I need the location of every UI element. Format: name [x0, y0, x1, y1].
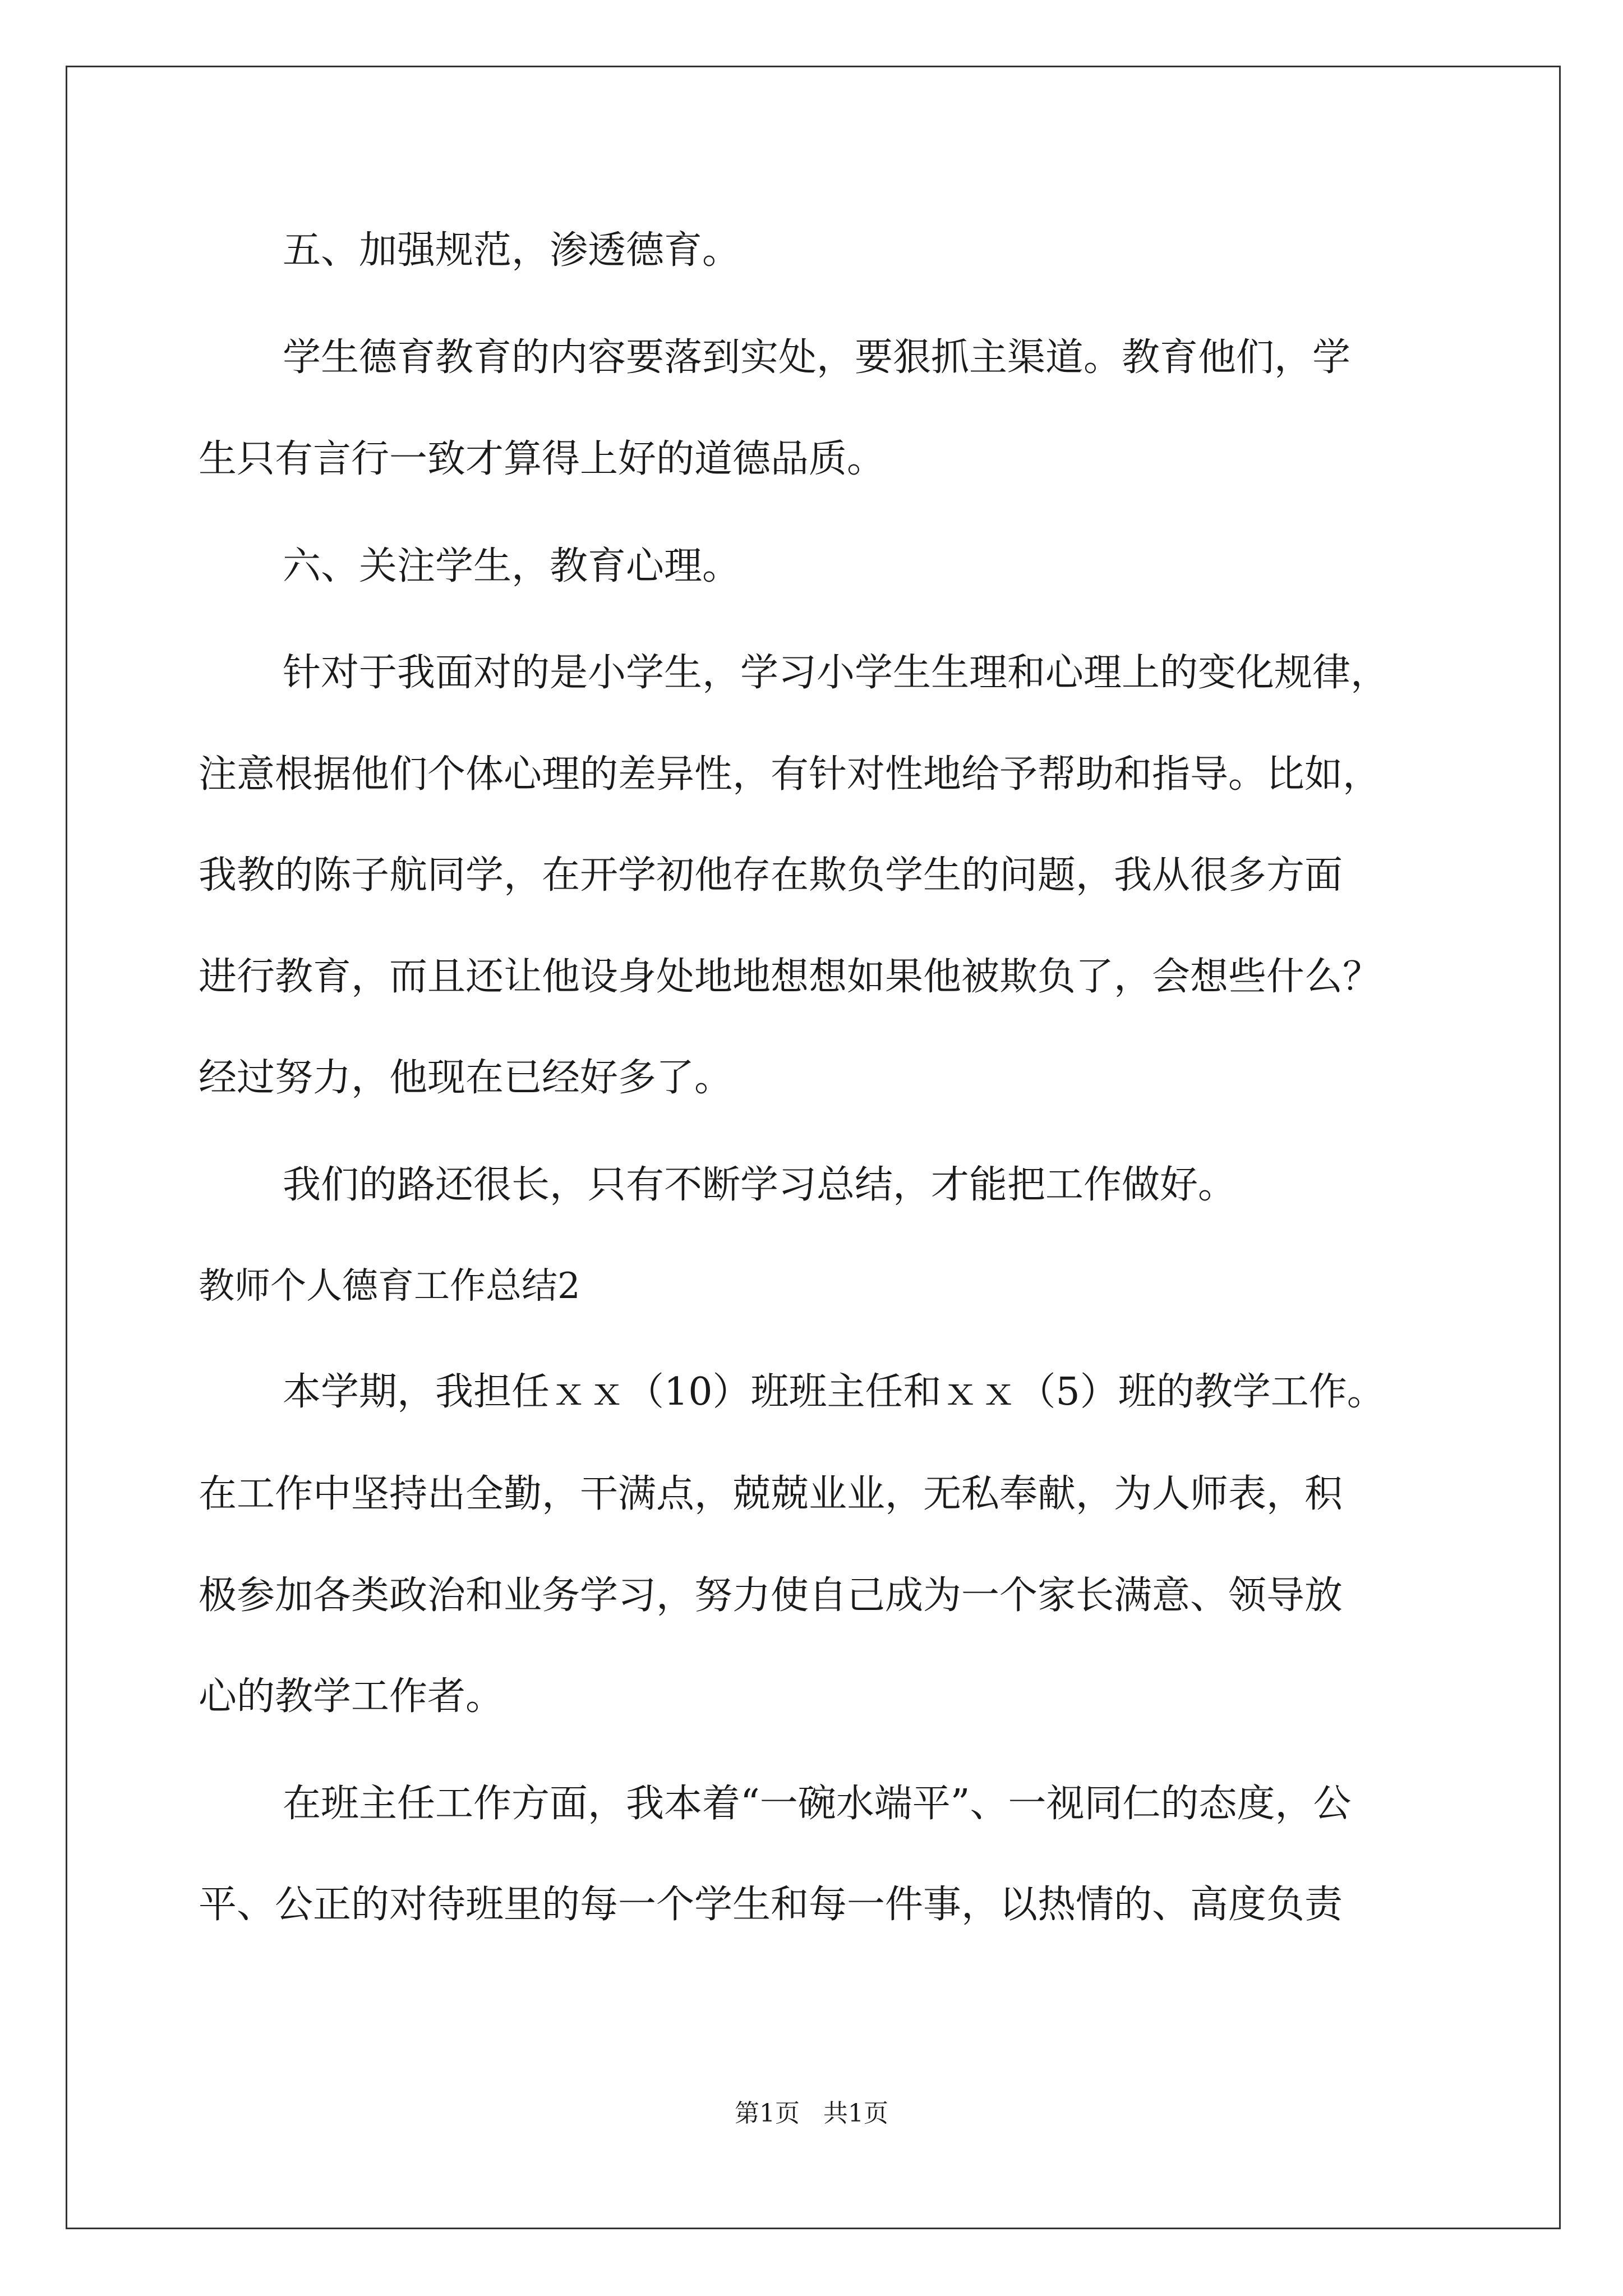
- section-heading-five: 五、加强规范，渗透德育。: [283, 228, 741, 273]
- paragraph-line: 在工作中坚持出全勤，干满点，兢兢业业，无私奉献，为人师表，积: [199, 1472, 1343, 1516]
- page-number-footer: 第1页 共1页: [735, 2099, 888, 2128]
- document-subtitle: 教师个人德育工作总结2: [199, 1266, 580, 1307]
- paragraph-line: 生只有言行一致才算得上好的道德品质。: [199, 437, 886, 481]
- paragraph-line: 针对于我面对的是小学生，学习小学生生理和心理上的变化规律，: [283, 651, 1389, 695]
- paragraph-line: 经过努力，他现在已经好多了。: [199, 1056, 733, 1100]
- paragraph-line: 本学期，我担任ｘｘ（10）班班主任和ｘｘ（5）班的教学工作。: [283, 1370, 1385, 1414]
- section-heading-six: 六、关注学生，教育心理。: [283, 544, 741, 588]
- paragraph-line: 学生德育教育的内容要落到实处，要狠抓主渠道。教育他们，学: [283, 335, 1351, 380]
- paragraph-line: 我教的陈子航同学，在开学初他存在欺负学生的问题，我从很多方面: [199, 853, 1343, 898]
- paragraph-line: 我们的路还很长，只有不断学习总结，才能把工作做好。: [283, 1163, 1237, 1207]
- paragraph-line: 进行教育，而且还让他设身处地地想想如果他被欺负了，会想些什么？: [199, 955, 1381, 999]
- paragraph-line: 注意根据他们个体心理的差异性，有针对性地给予帮助和指导。比如，: [199, 752, 1381, 797]
- paragraph-line: 极参加各类政治和业务学习，努力使自己成为一个家长满意、领导放: [199, 1573, 1343, 1618]
- paragraph-line: 心的教学工作者。: [199, 1674, 504, 1719]
- paragraph-line: 平、公正的对待班里的每一个学生和每一件事，以热情的、高度负责: [199, 1883, 1343, 1927]
- paragraph-line: 在班主任工作方面，我本着“一碗水端平”、一视同仁的态度，公: [283, 1782, 1352, 1826]
